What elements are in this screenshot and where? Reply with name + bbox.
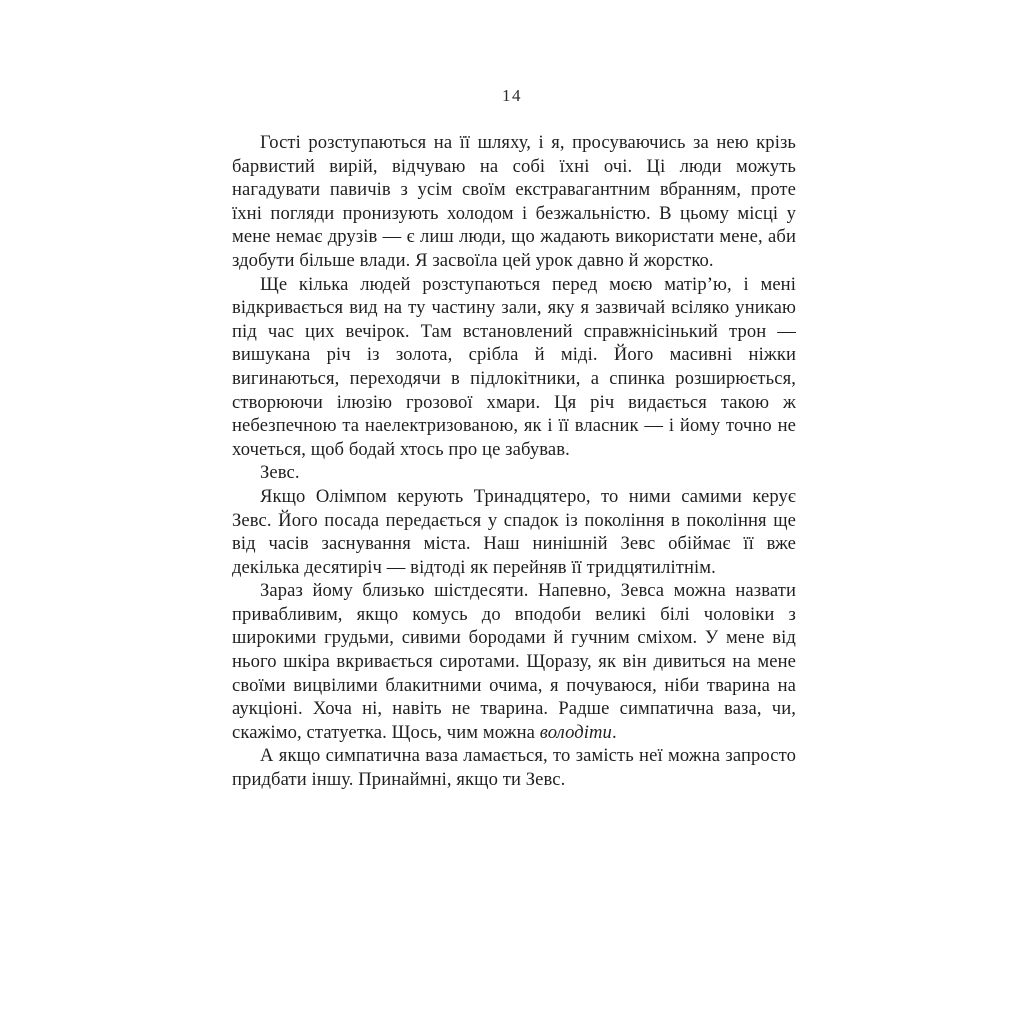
italic-word: володіти (539, 721, 612, 743)
paragraph-text: . (611, 721, 617, 743)
page-number: 14 (502, 86, 522, 105)
paragraph: Гості розступаються на її шляху, і я, просуваючись за нею крізь барвистий вирій, відчуваю на собі їхні очі. Ці люди можуть нагадувати павичів з усім своїм екстравагантним вбранням, проте їхні погляди пронизують холодом і безжальністю. В цьому місці у мене немає друзів — є лиш люди, що жадають використати мене, аби здобути більше влади. Я засвоїла цей урок давно й жорстко. (232, 132, 796, 271)
paragraph: А якщо симпатична ваза ламається, то замість неї можна запросто придбати іншу. Принаймні, якщо ти Зевс. (232, 745, 796, 791)
paragraph: Зевс. (260, 462, 300, 484)
paragraph: Якщо Олімпом керують Тринадцятеро, то ними самими керує Зевс. Його посада передається у спадок із покоління в покоління ще від часів заснування міста. Наш нинішній Зевс обіймає її вже декілька десятиріч — відтоді як перейняв її тридцятилітнім. (232, 485, 796, 578)
paragraph-text: Зараз йому близько шістдесяти. Напевно, Зевса можна назвати привабливим, якщо комусь до вподоби великі білі чоловіки з широкими грудьми, сивими бородами й гучним сміхом. У мене від нього шкіра вкривається сиротами. Щоразу, як він дивиться на мене своїми вицвілими блакитними очима, я почуваюся, ніби тварина на аукціоні. Хоча ні, навіть не тварина. Радше симпатична ваза, чи, скажімо, статуетка. Щось, чим можна (232, 580, 796, 743)
paragraph: Ще кілька людей розступаються перед моєю матір’ю, і мені відкривається вид на ту частину зали, яку я зазвичай всіляко уникаю під час цих вечірок. Там встановлений справжнісінький трон — вишукана річ із золота, срібла й міді. Його масивні ніжки вигинаються, переходячи в підлокітники, а спинка розширюється, створюючи ілюзію грозової хмари. Ця річ видається такою ж небезпечною та наелектризованою, як і її власник — і йому точно не хочеться, щоб бодай хтось про це забував. (232, 273, 796, 460)
paragraph (232, 579, 796, 744)
page-text (232, 131, 796, 792)
